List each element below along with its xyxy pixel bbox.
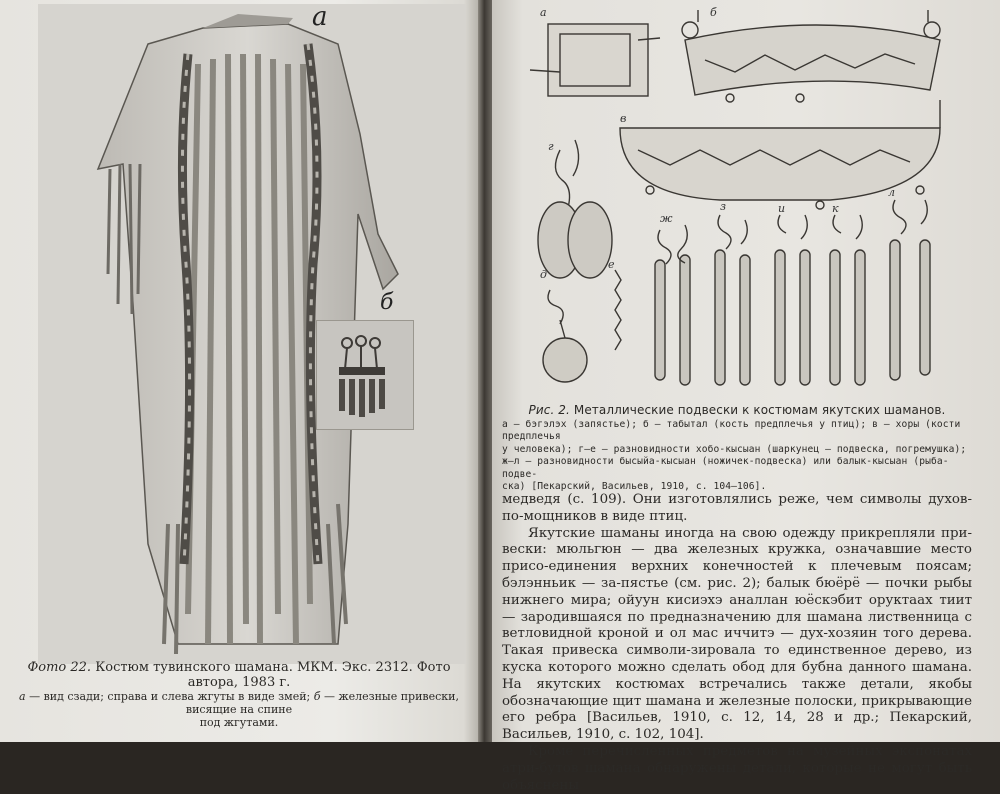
figure-label-k: к [832, 202, 839, 215]
metal-pendants-figure [520, 0, 970, 405]
caption-detail-a: — вид сзади; справа и слева жгуты в виде змей; [25, 690, 314, 703]
photo-caption [4, 660, 474, 729]
figure-label-i: и [778, 202, 786, 215]
iron-pendants-inset [316, 320, 414, 430]
caption-detail-b: — железные привески, висящие на спине [185, 690, 459, 716]
figure-label-v: в [620, 112, 627, 125]
body-paragraph: Якутские шаманы иногда на свою одежду прикрепляли при-вески: мюльгюн — два железных кружка, означавшие место присо-единения верхних конечностей к плечевым поясам; бэлэнньик — за-пястье (см. рис. 2); балык бюёрё — почки рыбы нижнего мира; ойуун кисиэхэ аналлан юёскэбит оруктаах тиит — зародившаяся по предназначению для шамана лиственница с ветловидной кроной и ол мас иччитэ — дух-хозяин того дерева. Такая привеска символи-зировала то единственное дерево, из куска которого можно сделать обод для бубна данного шамана. На якутских костюмах встречались также детали, якобы обозначающие щит шамана и железные полоски, прикрывающие его ребра [Васильев, 1910, с. 12, 14, 28 и др.; Пекарский, Васильев, 1910, с. 102, 104]. [502, 525, 972, 743]
photo-caption-title [4, 660, 474, 690]
figure-label-b: б [710, 6, 717, 19]
figure-label-zh: ж [660, 212, 673, 225]
left-page [0, 0, 478, 742]
figure-label-g: г [548, 140, 554, 153]
body-paragraph: медведя (с. 109). Они изготовлялись реже, чем символы духов-по-мощников в виде птиц. [502, 492, 972, 524]
figure-caption-line: у человека); г—е — разновидности хобо-кысыан (шаркунец — подвеска, погремушка); [502, 443, 967, 455]
iron-pendants-drawing [317, 321, 413, 429]
photo-caption-text: Костюм тувинского шамана. МКМ. Экс. 2312. Фото автора, 1983 г. [95, 660, 451, 690]
figure-caption [502, 404, 972, 494]
caption-detail-end: под жгутами. [199, 716, 279, 729]
photo-caption-details [4, 690, 474, 729]
pendants-drawing [520, 0, 970, 405]
figure-caption-title [502, 404, 972, 417]
figure-number: Рис. 2. [528, 403, 570, 417]
figure-label-a: а [540, 6, 547, 19]
figure-label-l: л [888, 186, 896, 199]
book-gutter [478, 0, 492, 742]
figure-caption-line: ска) [Пекарский, Васильев, 1910, с. 104—106]. [502, 481, 767, 492]
figure-caption-line: ж—л — разновидности бысыйа-кысыан (ножичек-подвеска) или балык-кысыан (рыба-подве- [502, 456, 949, 480]
figure-label-z: з [720, 200, 726, 213]
caption-letter-a: а [19, 690, 26, 703]
figure-caption-line: а — бэгэлэх (запястье); б — табытал (кость предплечья у птиц); в — хоры (кости предплечья [502, 418, 961, 442]
photo-number: Фото 22. [27, 660, 92, 675]
inset-label-b: б [380, 290, 394, 315]
photo-label-a: а [312, 2, 328, 32]
figure-label-d: д [540, 268, 547, 281]
body-text [502, 492, 972, 794]
figure-caption-text: Металлические подвески к костюмам якутских шаманов. [573, 403, 946, 417]
body-paragraph: Кроме перечисленных предметов на музейных экспонатах атри-бутов шамана обнаружены детали, которые не могут быть объяснены [502, 743, 972, 793]
figure-label-e: е [608, 258, 615, 271]
caption-letter-b: б [313, 690, 321, 703]
